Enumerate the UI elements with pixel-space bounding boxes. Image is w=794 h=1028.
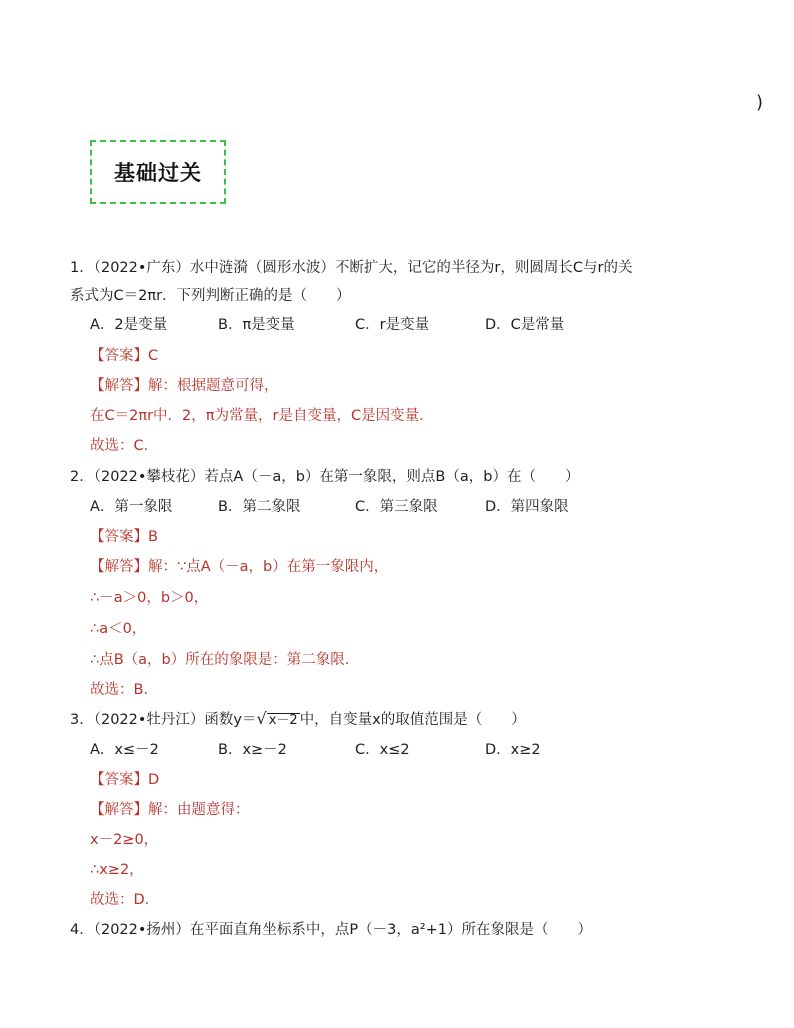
q3-solution-line4: 故选：D． (90, 892, 160, 908)
q2-solution-line2: ∴－a＞0，b＞0， (90, 590, 209, 606)
q2-option-a: A．第一象限 (90, 499, 173, 515)
q2-option-b: B．第二象限 (218, 499, 301, 515)
q1-solution-line1: 【解答】解：根据题意可得， (90, 378, 279, 394)
q3-option-c: C．x≤2 (355, 742, 410, 758)
q3-option-a: A．x≤－2 (90, 742, 159, 758)
q3-answer: 【答案】D (90, 772, 160, 788)
q4-stem: 4．（2022•扬州）在平面直角坐标系中，点P（－3，a²+1）所在象限是（ ） (70, 922, 592, 938)
q3-stem-suffix: 中，自变量x的取值范围是（ ） (299, 712, 526, 728)
q3-radicand: x－2 (268, 713, 298, 728)
q1-option-c: C．r是变量 (355, 317, 430, 333)
q2-solution-line5: 故选：B． (90, 682, 158, 698)
q3-option-d: D．x≥2 (485, 742, 541, 758)
q1-answer: 【答案】C (90, 348, 159, 364)
q1-solution-line3: 故选：C． (90, 438, 159, 454)
q3-solution-line2: x－2≥0， (90, 832, 159, 848)
q1-option-b: B．π是变量 (218, 317, 295, 333)
q2-solution-line4: ∴点B（a，b）所在的象限是：第二象限． (90, 652, 360, 668)
q2-option-d: D．第四象限 (485, 499, 569, 515)
q3-stem (70, 708, 526, 729)
stray-bracket-mark: ) (756, 92, 764, 113)
q3-option-b: B．x≥－2 (218, 742, 287, 758)
q1-solution-line2: 在C＝2πr中．2，π为常量，r是自变量，C是因变量． (90, 408, 434, 424)
q2-option-c: C．第三象限 (355, 499, 438, 515)
q2-answer: 【答案】B (90, 529, 158, 545)
q3-solution-line1: 【解答】解：由题意得： (90, 802, 250, 818)
section-title-box (90, 140, 226, 204)
q2-solution-line1: 【解答】解：∵点A（－a，b）在第一象限内， (90, 559, 389, 575)
q3-stem-prefix: 3．（2022•牡丹江）函数y＝ (70, 712, 257, 728)
q1-stem-line1: 1．（2022•广东）水中涟漪（圆形水波）不断扩大，记它的半径为r，则圆周长C与r的关 (70, 260, 633, 276)
q1-option-d: D．C是常量 (485, 317, 565, 333)
q2-solution-line3: ∴a＜0， (90, 621, 147, 637)
q1-option-a: A．2是变量 (90, 317, 168, 333)
section-title: 基础过关 (114, 161, 202, 185)
q2-stem: 2．（2022•攀枝花）若点A（－a，b）在第一象限，则点B（a，b）在（ ） (70, 469, 580, 485)
q3-solution-line3: ∴x≥2， (90, 862, 144, 878)
sqrt-symbol-icon: √ (256, 709, 267, 728)
q1-stem-line2: 系式为C＝2πr．下列判断正确的是（ ） (70, 288, 351, 304)
